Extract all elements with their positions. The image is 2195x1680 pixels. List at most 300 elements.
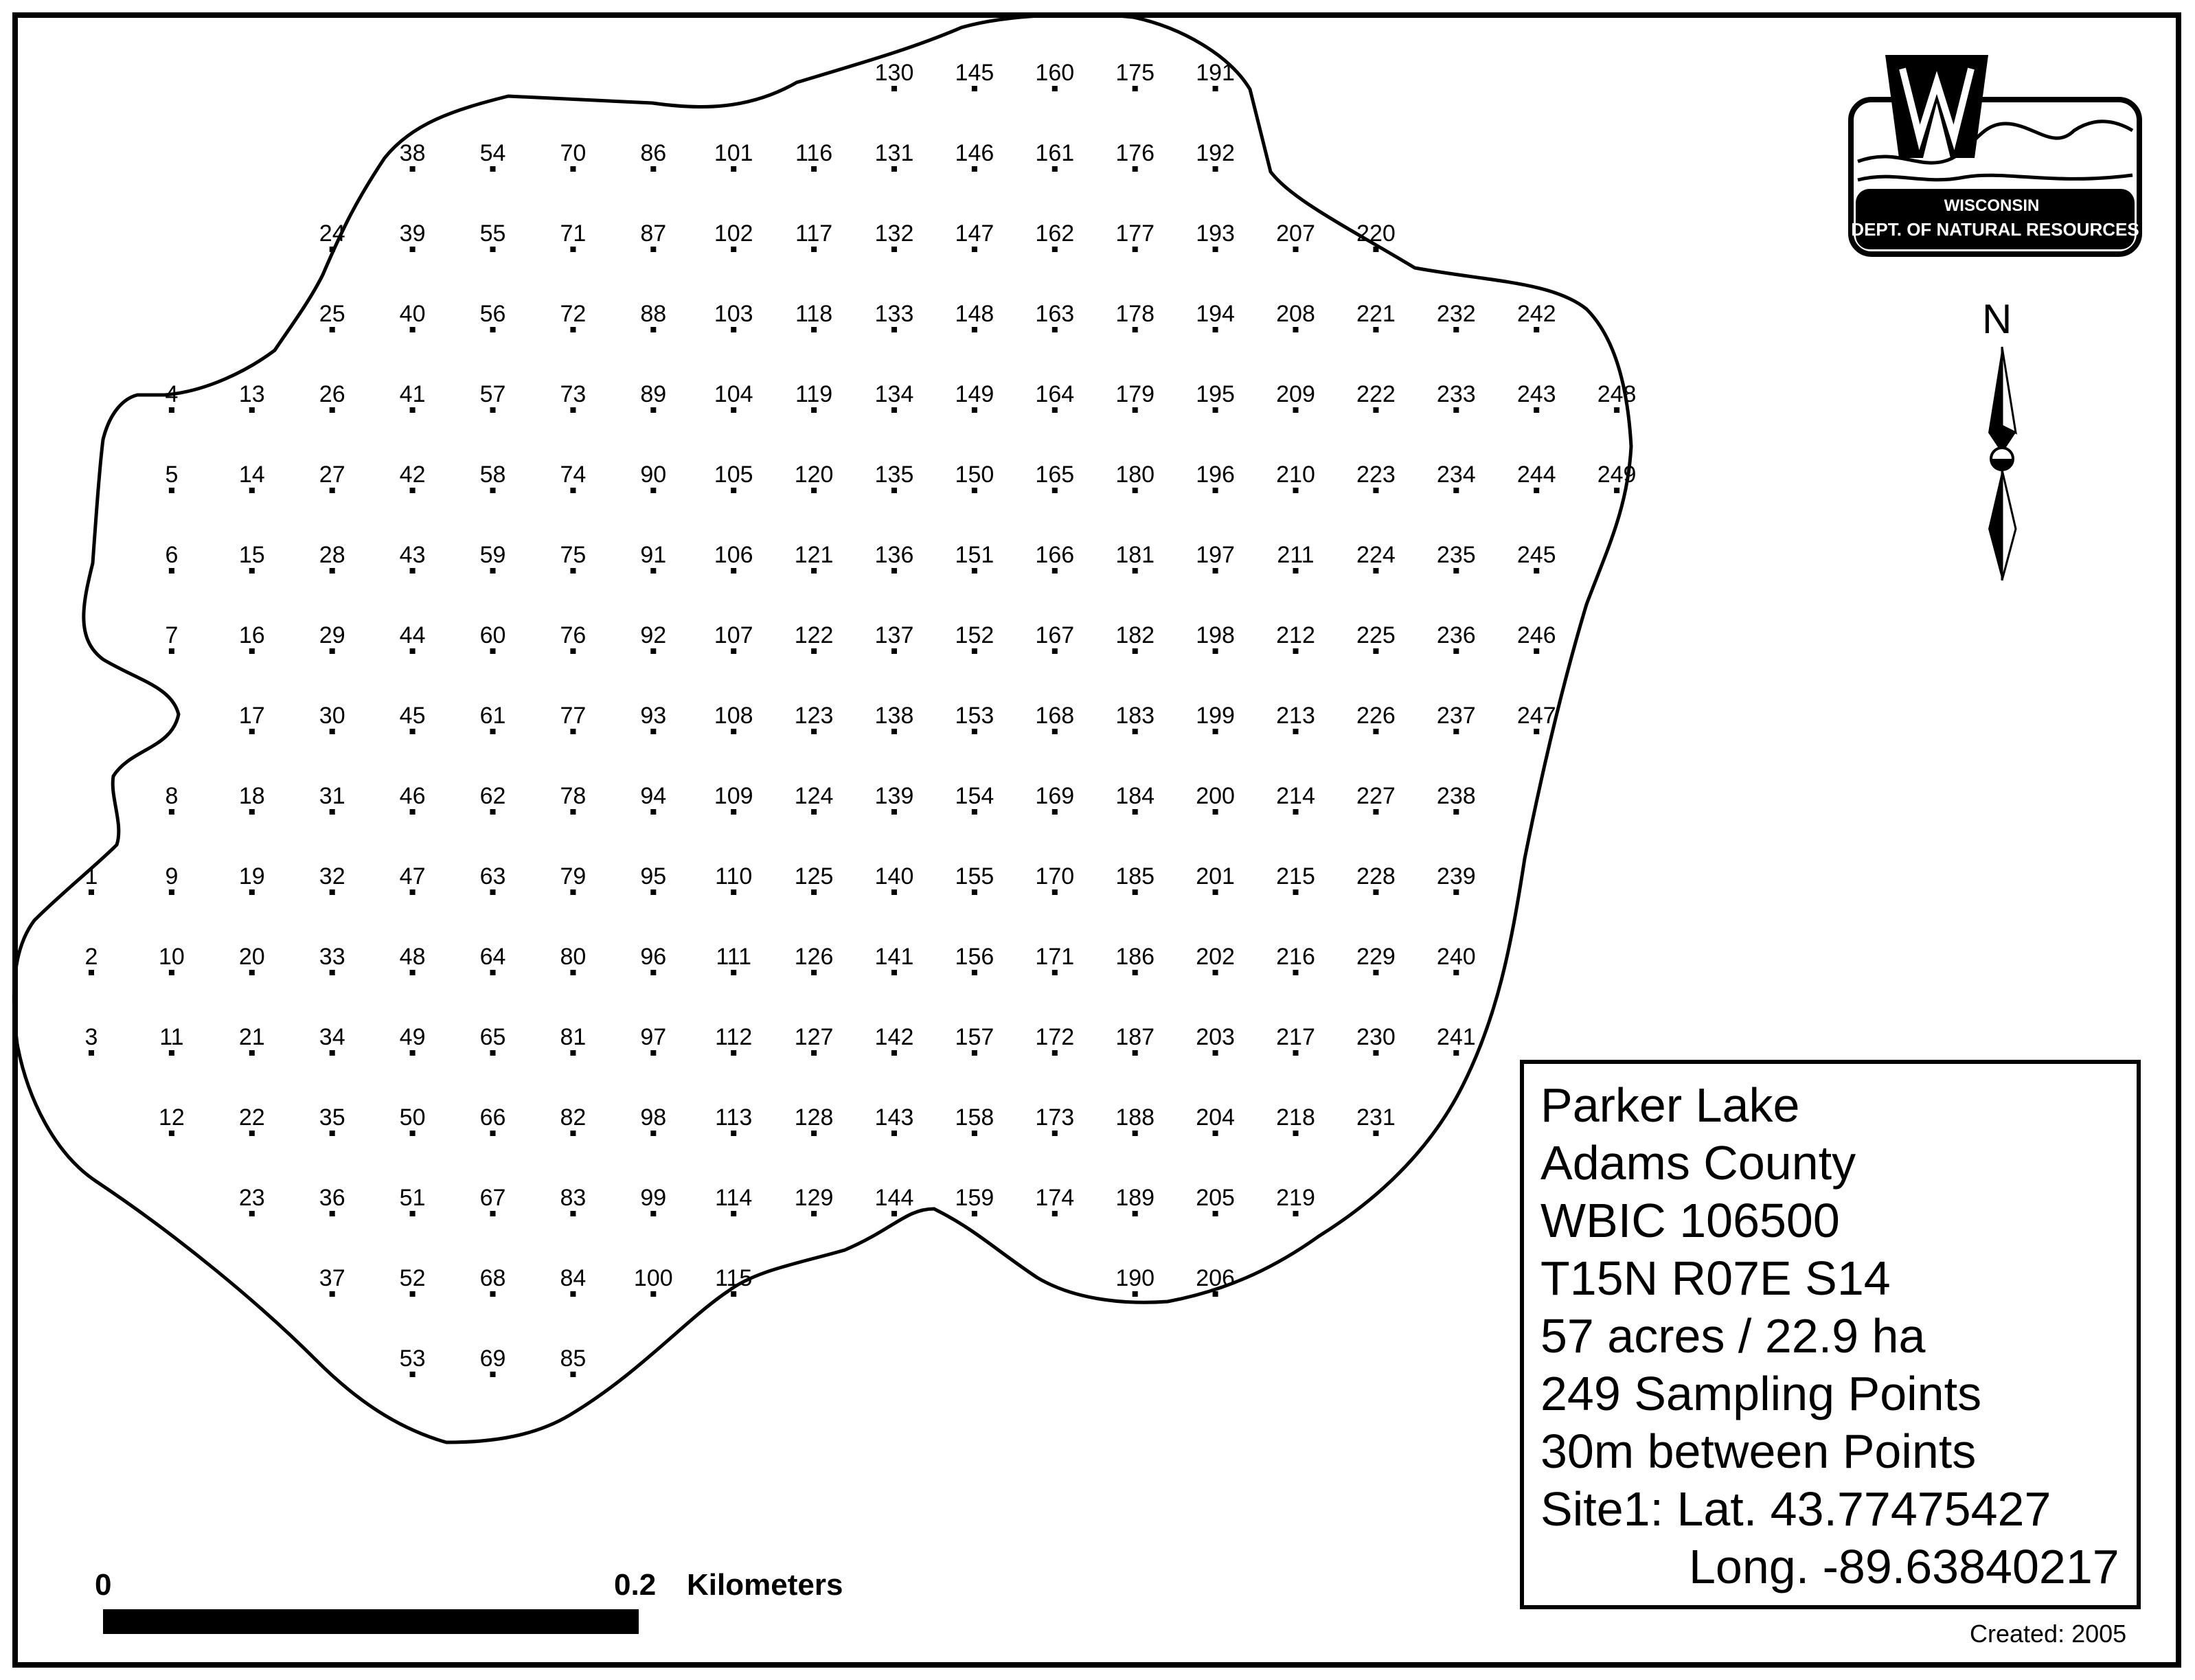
- sampling-point-marker: [650, 247, 656, 252]
- sampling-point-label: 64: [479, 944, 506, 970]
- sampling-point-marker: [410, 809, 416, 815]
- sampling-point-label: 112: [715, 1024, 753, 1050]
- sampling-point-marker: [1213, 1211, 1218, 1216]
- sampling-point-label: 54: [479, 140, 506, 166]
- sampling-point-label: 98: [640, 1104, 667, 1131]
- sampling-point-marker: [249, 1131, 255, 1136]
- sampling-point-marker: [249, 407, 255, 413]
- sampling-point-marker: [1052, 970, 1058, 975]
- sampling-point-label: 38: [399, 140, 426, 166]
- sampling-point-marker: [811, 1050, 817, 1056]
- sampling-point-marker: [169, 407, 174, 413]
- sampling-point-label: 223: [1356, 462, 1396, 488]
- sampling-point-marker: [89, 889, 94, 895]
- wbic-code: WBIC 106500: [1540, 1194, 1840, 1247]
- sampling-point-marker: [570, 1372, 576, 1377]
- sampling-point-label: 124: [794, 783, 834, 809]
- sampling-point-label: 140: [874, 863, 914, 889]
- sampling-point-label: 106: [714, 542, 753, 568]
- site-longitude: Long. -89.63840217: [1689, 1540, 2119, 1593]
- lake-area: 57 acres / 22.9 ha: [1540, 1309, 1926, 1363]
- sampling-point-label: 176: [1115, 140, 1155, 166]
- sampling-point-label: 173: [1035, 1104, 1075, 1131]
- sampling-point-marker: [330, 970, 335, 975]
- sampling-point-label: 83: [560, 1185, 587, 1211]
- sampling-point-marker: [1213, 166, 1218, 172]
- sampling-point-label: 59: [479, 542, 506, 568]
- sampling-point-marker: [891, 488, 897, 493]
- sampling-point-label: 22: [238, 1104, 265, 1131]
- sampling-point-label: 219: [1276, 1185, 1315, 1211]
- sampling-point-label: 60: [479, 622, 506, 648]
- sampling-point-label: 172: [1035, 1024, 1075, 1050]
- sampling-point-label: 80: [560, 944, 587, 970]
- sampling-point-label: 197: [1196, 542, 1235, 568]
- sampling-point-label: 34: [319, 1024, 345, 1050]
- sampling-point-marker: [972, 86, 977, 91]
- sampling-point-label: 4: [165, 381, 179, 407]
- sampling-point-marker: [731, 488, 736, 493]
- sampling-point-marker: [891, 729, 897, 734]
- sampling-point-marker: [1534, 568, 1539, 574]
- sampling-point-label: 10: [158, 944, 185, 970]
- sampling-point-marker: [330, 247, 335, 252]
- sampling-point-marker: [972, 970, 977, 975]
- sampling-point-label: 171: [1035, 944, 1075, 970]
- sampling-point-marker: [972, 889, 977, 895]
- sampling-point-marker: [1373, 407, 1378, 413]
- sampling-point-marker: [811, 648, 817, 654]
- sampling-point-marker: [650, 1211, 656, 1216]
- north-arrow-icon: [1988, 347, 2016, 580]
- sampling-point-label: 13: [238, 381, 265, 407]
- sampling-point-marker: [1293, 729, 1299, 734]
- sampling-point-label: 162: [1035, 220, 1075, 247]
- lake-name: Parker Lake: [1540, 1078, 1800, 1132]
- sampling-point-marker: [1534, 407, 1539, 413]
- sampling-point-marker: [811, 407, 817, 413]
- sampling-point-marker: [650, 568, 656, 574]
- sampling-point-label: 139: [874, 783, 914, 809]
- sampling-point-marker: [891, 648, 897, 654]
- sampling-point-label: 57: [479, 381, 506, 407]
- sampling-point-marker: [1614, 488, 1619, 493]
- sampling-point-marker: [972, 407, 977, 413]
- sampling-point-marker: [410, 327, 416, 332]
- sampling-point-marker: [1052, 488, 1058, 493]
- sampling-point-marker: [650, 1131, 656, 1136]
- sampling-point-marker: [650, 1050, 656, 1056]
- sampling-point-marker: [570, 729, 576, 734]
- sampling-point-label: 133: [874, 301, 914, 327]
- sampling-point-marker: [1052, 1131, 1058, 1136]
- sampling-point-marker: [731, 809, 736, 815]
- sampling-point-marker: [731, 1050, 736, 1056]
- sampling-point-marker: [249, 970, 255, 975]
- sampling-point-label: 17: [238, 703, 265, 729]
- sampling-point-label: 89: [640, 381, 667, 407]
- sampling-point-marker: [1213, 327, 1218, 332]
- sampling-point-marker: [490, 1131, 496, 1136]
- sampling-point-marker: [1373, 970, 1378, 975]
- sampling-point-marker: [650, 809, 656, 815]
- sampling-point-label: 207: [1276, 220, 1315, 247]
- sampling-point-label: 145: [955, 60, 994, 86]
- sampling-point-label: 43: [399, 542, 426, 568]
- sampling-point-marker: [330, 488, 335, 493]
- sampling-point-marker: [169, 809, 174, 815]
- sampling-point-marker: [891, 889, 897, 895]
- sampling-point-label: 21: [238, 1024, 265, 1050]
- sampling-point-marker: [972, 809, 977, 815]
- sampling-point-label: 84: [560, 1265, 587, 1291]
- sampling-point-label: 195: [1196, 381, 1235, 407]
- sampling-point-label: 62: [479, 783, 506, 809]
- sampling-point-marker: [1133, 1291, 1138, 1297]
- sampling-point-marker: [1213, 247, 1218, 252]
- sampling-point-label: 86: [640, 140, 667, 166]
- sampling-point-label: 114: [715, 1185, 753, 1211]
- sampling-point-marker: [410, 889, 416, 895]
- sampling-point-label: 119: [795, 381, 833, 407]
- sampling-point-label: 103: [714, 301, 753, 327]
- sampling-point-label: 85: [560, 1346, 587, 1372]
- sampling-point-label: 182: [1115, 622, 1155, 648]
- sampling-point-label: 209: [1276, 381, 1315, 407]
- sampling-point-label: 31: [319, 783, 345, 809]
- sampling-point-marker: [570, 166, 576, 172]
- sampling-point-label: 150: [955, 462, 994, 488]
- sampling-point-label: 81: [560, 1024, 587, 1050]
- sampling-point-marker: [1453, 568, 1459, 574]
- sampling-point-marker: [731, 1211, 736, 1216]
- sampling-point-label: 69: [479, 1346, 506, 1372]
- sampling-point-label: 242: [1516, 301, 1556, 327]
- sampling-point-label: 230: [1356, 1024, 1396, 1050]
- sampling-point-marker: [490, 568, 496, 574]
- sampling-point-label: 12: [158, 1104, 185, 1131]
- sampling-point-label: 160: [1035, 60, 1075, 86]
- sampling-point-label: 20: [238, 944, 265, 970]
- sampling-point-label: 95: [640, 863, 667, 889]
- sampling-point-label: 73: [560, 381, 587, 407]
- sampling-point-label: 96: [640, 944, 667, 970]
- sampling-point-marker: [1133, 889, 1138, 895]
- sampling-point-label: 42: [399, 462, 426, 488]
- sampling-point-label: 67: [479, 1185, 506, 1211]
- sampling-point-label: 206: [1196, 1265, 1235, 1291]
- sampling-point-marker: [1534, 648, 1539, 654]
- sampling-point-marker: [89, 1050, 94, 1056]
- sampling-point-marker: [249, 568, 255, 574]
- sampling-point-marker: [891, 1131, 897, 1136]
- sampling-point-marker: [249, 1050, 255, 1056]
- sampling-point-marker: [1052, 407, 1058, 413]
- sampling-point-label: 52: [399, 1265, 426, 1291]
- sampling-point-marker: [169, 889, 174, 895]
- sampling-point-label: 186: [1115, 944, 1155, 970]
- sampling-point-marker: [1293, 809, 1299, 815]
- sampling-point-label: 208: [1276, 301, 1315, 327]
- sampling-point-marker: [1453, 889, 1459, 895]
- sampling-point-label: 15: [238, 542, 265, 568]
- sampling-point-marker: [731, 889, 736, 895]
- sampling-point-label: 169: [1035, 783, 1075, 809]
- sampling-point-marker: [490, 809, 496, 815]
- sampling-point-label: 40: [399, 301, 426, 327]
- sampling-point-label: 94: [640, 783, 667, 809]
- sampling-point-label: 115: [715, 1265, 753, 1291]
- sampling-point-marker: [1373, 729, 1378, 734]
- sampling-point-marker: [1534, 327, 1539, 332]
- north-label: N: [1982, 296, 2012, 342]
- sampling-point-marker: [410, 407, 416, 413]
- sampling-point-marker: [972, 166, 977, 172]
- sampling-point-marker: [410, 166, 416, 172]
- sampling-point-marker: [1213, 970, 1218, 975]
- sampling-point-marker: [1614, 407, 1619, 413]
- sampling-point-marker: [731, 327, 736, 332]
- sampling-point-label: 14: [238, 462, 265, 488]
- sampling-point-marker: [570, 1211, 576, 1216]
- sampling-point-marker: [972, 327, 977, 332]
- sampling-point-label: 44: [399, 622, 426, 648]
- sampling-point-label: 196: [1196, 462, 1235, 488]
- sampling-point-label: 2: [84, 944, 98, 970]
- sampling-point-marker: [169, 1050, 174, 1056]
- sampling-point-label: 154: [955, 783, 994, 809]
- sampling-point-label: 100: [633, 1265, 673, 1291]
- sampling-point-label: 137: [874, 622, 914, 648]
- sampling-point-label: 120: [794, 462, 834, 488]
- sampling-point-marker: [891, 1050, 897, 1056]
- sampling-point-marker: [330, 809, 335, 815]
- sampling-point-label: 30: [319, 703, 345, 729]
- sampling-point-marker: [169, 648, 174, 654]
- sampling-point-label: 65: [479, 1024, 506, 1050]
- sampling-point-marker: [490, 648, 496, 654]
- sampling-point-marker: [1213, 809, 1218, 815]
- sampling-point-label: 184: [1115, 783, 1155, 809]
- sampling-point-marker: [490, 729, 496, 734]
- sampling-point-label: 36: [319, 1185, 345, 1211]
- sampling-point-label: 78: [560, 783, 587, 809]
- sampling-point-label: 82: [560, 1104, 587, 1131]
- sampling-point-label: 111: [716, 944, 752, 970]
- sampling-point-marker: [1052, 166, 1058, 172]
- sampling-point-marker: [972, 1050, 977, 1056]
- sampling-point-label: 77: [560, 703, 587, 729]
- sampling-point-label: 248: [1597, 381, 1637, 407]
- sampling-point-label: 71: [560, 220, 587, 247]
- sampling-point-marker: [972, 729, 977, 734]
- logo-line1: WISCONSIN: [1944, 196, 2040, 215]
- sampling-point-label: 203: [1196, 1024, 1235, 1050]
- sampling-point-marker: [330, 648, 335, 654]
- sampling-point-label: 48: [399, 944, 426, 970]
- sampling-point-label: 129: [794, 1185, 834, 1211]
- sampling-point-marker: [1534, 729, 1539, 734]
- sampling-point-label: 181: [1115, 542, 1155, 568]
- sampling-point-label: 101: [714, 140, 753, 166]
- sampling-point-marker: [1293, 1050, 1299, 1056]
- sampling-point-marker: [1453, 809, 1459, 815]
- sampling-point-marker: [330, 1291, 335, 1297]
- sampling-point-label: 225: [1356, 622, 1396, 648]
- sampling-point-marker: [1052, 327, 1058, 332]
- sampling-point-label: 217: [1276, 1024, 1315, 1050]
- sampling-point-label: 135: [874, 462, 914, 488]
- sampling-point-label: 35: [319, 1104, 345, 1131]
- sampling-point-label: 117: [795, 220, 833, 247]
- sampling-point-marker: [731, 970, 736, 975]
- sampling-point-marker: [1293, 327, 1299, 332]
- sampling-point-marker: [89, 970, 94, 975]
- sampling-point-label: 97: [640, 1024, 667, 1050]
- sampling-point-label: 138: [874, 703, 914, 729]
- sampling-point-marker: [410, 488, 416, 493]
- sampling-point-label: 50: [399, 1104, 426, 1131]
- sampling-point-label: 174: [1035, 1185, 1075, 1211]
- sampling-point-label: 164: [1035, 381, 1075, 407]
- sampling-point-label: 55: [479, 220, 506, 247]
- sampling-point-marker: [410, 247, 416, 252]
- sampling-point-label: 19: [238, 863, 265, 889]
- sampling-point-label: 228: [1356, 863, 1396, 889]
- sampling-point-marker: [1293, 889, 1299, 895]
- sampling-point-marker: [330, 729, 335, 734]
- sampling-point-label: 222: [1356, 381, 1396, 407]
- sampling-point-label: 214: [1276, 783, 1315, 809]
- sampling-point-label: 11: [159, 1024, 184, 1050]
- sampling-point-marker: [330, 1131, 335, 1136]
- sampling-point-label: 90: [640, 462, 667, 488]
- sampling-point-marker: [891, 247, 897, 252]
- sampling-point-marker: [972, 568, 977, 574]
- sampling-point-marker: [1133, 86, 1138, 91]
- sampling-point-label: 88: [640, 301, 667, 327]
- sampling-point-label: 70: [560, 140, 587, 166]
- sampling-point-label: 109: [714, 783, 753, 809]
- sampling-point-marker: [1052, 1050, 1058, 1056]
- sampling-point-label: 212: [1276, 622, 1315, 648]
- sampling-point-label: 56: [479, 301, 506, 327]
- scale-bar: [103, 1609, 639, 1634]
- sampling-point-label: 177: [1115, 220, 1155, 247]
- sampling-point-marker: [1133, 247, 1138, 252]
- sampling-point-marker: [811, 729, 817, 734]
- sampling-point-marker: [410, 648, 416, 654]
- sampling-point-label: 185: [1115, 863, 1155, 889]
- sampling-point-marker: [1133, 327, 1138, 332]
- sampling-point-label: 229: [1356, 944, 1396, 970]
- sampling-point-marker: [570, 970, 576, 975]
- sampling-point-label: 155: [955, 863, 994, 889]
- sampling-point-label: 91: [640, 542, 667, 568]
- sampling-point-label: 32: [319, 863, 345, 889]
- sampling-point-marker: [811, 568, 817, 574]
- sampling-point-marker: [249, 729, 255, 734]
- sampling-point-marker: [972, 1131, 977, 1136]
- sampling-point-label: 8: [165, 783, 179, 809]
- sampling-point-label: 6: [165, 542, 179, 568]
- sampling-point-marker: [490, 889, 496, 895]
- sampling-point-label: 7: [165, 622, 179, 648]
- sampling-point-label: 134: [874, 381, 914, 407]
- sampling-point-marker: [330, 327, 335, 332]
- sampling-point-marker: [1133, 568, 1138, 574]
- sampling-point-marker: [570, 568, 576, 574]
- sampling-point-marker: [1133, 809, 1138, 815]
- sampling-point-marker: [1133, 648, 1138, 654]
- sampling-point-label: 3: [84, 1024, 98, 1050]
- sampling-point-label: 66: [479, 1104, 506, 1131]
- sampling-point-marker: [1213, 729, 1218, 734]
- sampling-point-label: 231: [1356, 1104, 1396, 1131]
- sampling-point-label: 204: [1196, 1104, 1235, 1131]
- sampling-point-label: 51: [399, 1185, 426, 1211]
- sampling-point-marker: [410, 1050, 416, 1056]
- sampling-point-marker: [1373, 1050, 1378, 1056]
- sampling-point-label: 102: [714, 220, 753, 247]
- sampling-point-marker: [811, 488, 817, 493]
- sampling-point-label: 143: [874, 1104, 914, 1131]
- sampling-point-marker: [249, 488, 255, 493]
- sampling-point-marker: [650, 889, 656, 895]
- sampling-point-label: 227: [1356, 783, 1396, 809]
- sampling-point-label: 25: [319, 301, 345, 327]
- sampling-point-marker: [570, 247, 576, 252]
- sampling-point-marker: [169, 1131, 174, 1136]
- sampling-point-marker: [1293, 1131, 1299, 1136]
- logo-line2: DEPT. OF NATURAL RESOURCES: [1851, 219, 2139, 240]
- sampling-point-marker: [891, 166, 897, 172]
- sampling-point-label: 27: [319, 462, 345, 488]
- sampling-point-marker: [811, 1211, 817, 1216]
- sampling-point-marker: [731, 166, 736, 172]
- sampling-point-marker: [1213, 407, 1218, 413]
- sampling-point-label: 244: [1516, 462, 1556, 488]
- sampling-point-marker: [410, 1131, 416, 1136]
- sampling-point-marker: [650, 407, 656, 413]
- sampling-point-marker: [1373, 648, 1378, 654]
- sampling-point-marker: [570, 1291, 576, 1297]
- sampling-point-label: 99: [640, 1185, 667, 1211]
- sampling-point-label: 175: [1115, 60, 1155, 86]
- sampling-point-label: 192: [1196, 140, 1235, 166]
- sampling-point-marker: [1052, 889, 1058, 895]
- sampling-point-label: 249: [1597, 462, 1637, 488]
- sampling-point-label: 221: [1356, 301, 1396, 327]
- sampling-point-marker: [490, 1291, 496, 1297]
- sampling-point-marker: [1052, 1211, 1058, 1216]
- sampling-point-label: 237: [1436, 703, 1476, 729]
- sampling-point-label: 167: [1035, 622, 1075, 648]
- sampling-point-label: 9: [165, 863, 179, 889]
- sampling-point-marker: [1213, 889, 1218, 895]
- sampling-point-label: 159: [955, 1185, 994, 1211]
- sampling-point-marker: [169, 970, 174, 975]
- sampling-point-label: 205: [1196, 1185, 1235, 1211]
- sampling-point-marker: [1293, 970, 1299, 975]
- sampling-point-marker: [330, 889, 335, 895]
- sampling-point-marker: [1213, 488, 1218, 493]
- sampling-point-label: 113: [715, 1104, 753, 1131]
- sampling-point-marker: [891, 568, 897, 574]
- sampling-point-marker: [1293, 247, 1299, 252]
- sampling-point-label: 245: [1516, 542, 1556, 568]
- sampling-point-label: 45: [399, 703, 426, 729]
